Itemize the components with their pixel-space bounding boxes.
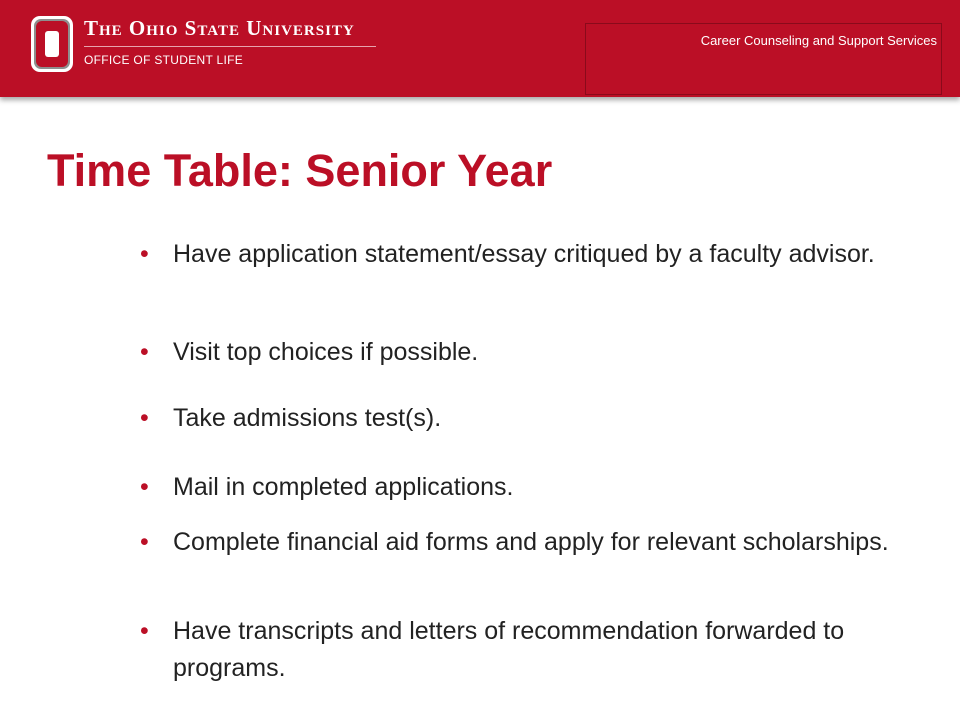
office-name: OFFICE OF STUDENT LIFE (84, 53, 244, 67)
bullet-item (140, 469, 920, 506)
bullet-item (140, 236, 920, 273)
bullet-item (140, 613, 920, 687)
university-name: The Ohio State University (84, 16, 355, 40)
bullet-item (140, 524, 920, 561)
bullet-text: Mail in completed applications. (173, 473, 514, 501)
bullet-marker: • (140, 404, 149, 432)
bullet-text: Complete financial aid forms and apply for relevant scholarships. (173, 528, 889, 556)
bullet-text: Have transcripts and letters of recommendation forwarded to programs. (173, 617, 845, 682)
brand-divider (84, 46, 376, 47)
bullet-item (140, 400, 920, 437)
slide-title: Time Table: Senior Year (47, 145, 553, 196)
bullet-text: Take admissions test(s). (173, 404, 442, 432)
service-box (585, 23, 942, 95)
bullet-text: Visit top choices if possible. (173, 338, 479, 366)
bullet-marker: • (140, 338, 149, 366)
block-o-logo-icon (30, 15, 74, 73)
header-bar (0, 0, 960, 97)
bullet-marker: • (140, 240, 149, 268)
bullet-marker: • (140, 528, 149, 556)
bullet-marker: • (140, 617, 149, 645)
bullet-marker: • (140, 473, 149, 501)
service-name: Career Counseling and Support Services (700, 33, 937, 48)
bullet-text: Have application statement/essay critiqued by a faculty advisor. (173, 240, 875, 268)
bullet-item (140, 334, 920, 371)
